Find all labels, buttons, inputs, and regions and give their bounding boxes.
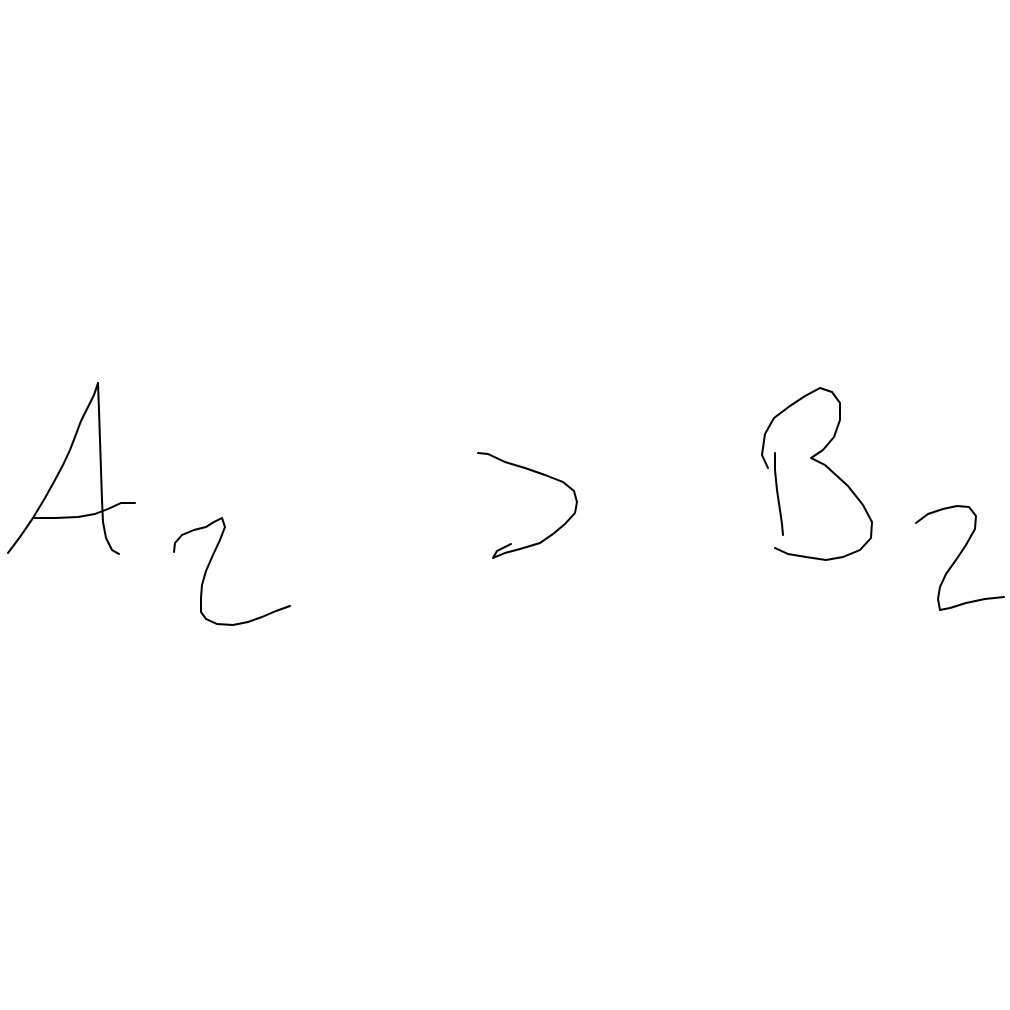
ink-stroke [98, 383, 119, 554]
handwritten-subscript-2-first [174, 518, 290, 625]
ink-stroke [916, 506, 1004, 610]
handwritten-letter-b [762, 388, 872, 560]
handwritten-letter-a [8, 383, 135, 554]
ink-stroke [775, 453, 783, 535]
ink-stroke [33, 503, 135, 518]
ink-stroke [478, 453, 577, 558]
ink-stroke [174, 518, 290, 625]
handwritten-greater-than [478, 453, 577, 558]
ink-stroke [8, 383, 98, 553]
ink-stroke [762, 388, 872, 560]
handwritten-subscript-2-second [916, 506, 1004, 610]
